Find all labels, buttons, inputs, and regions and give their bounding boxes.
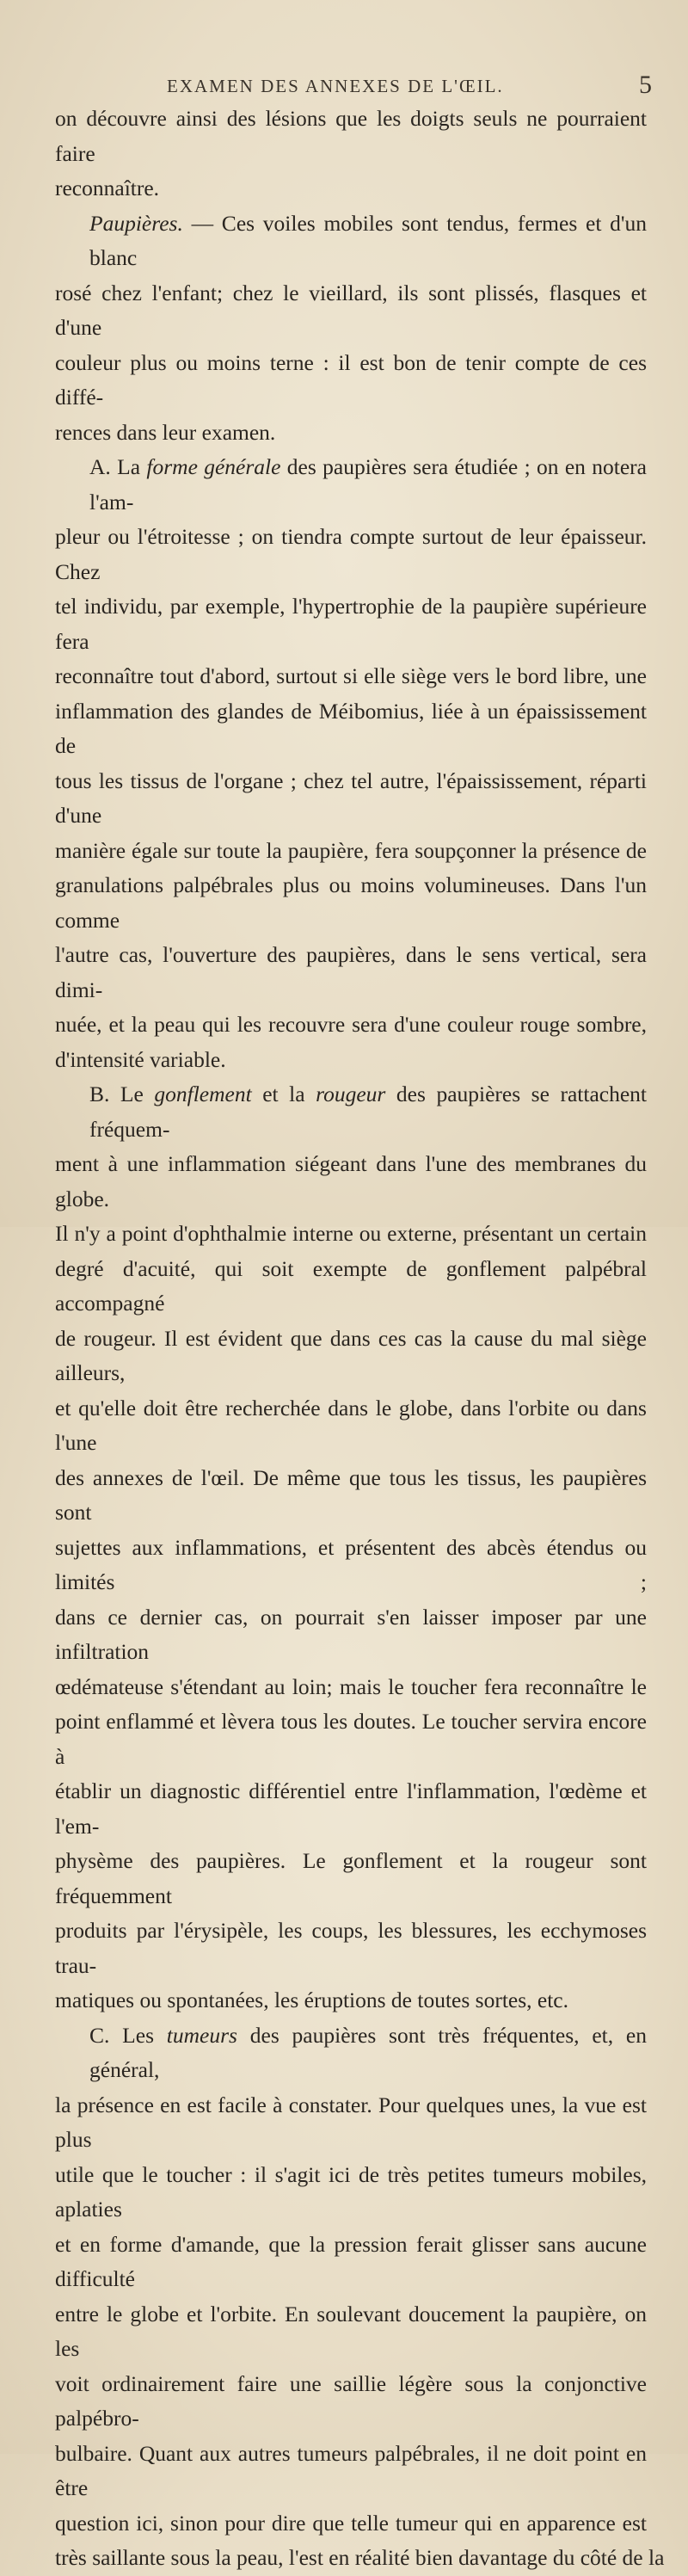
text-line: Il n'y a point d'ophthalmie interne ou externe, présentant un certain <box>55 1221 647 1246</box>
text-line: reconnaître. <box>55 176 160 200</box>
text-line: et qu'elle doit être recherchée dans le globe, dans l'orbite ou dans l'une <box>55 1395 647 1455</box>
text-line: point enflammé et lèvera tous les doutes. Le toucher servira encore à <box>55 1709 647 1769</box>
text-line: pleur ou l'étroitesse ; on tiendra compte surtout de leur épaisseur. Chez <box>55 524 647 584</box>
text-line: rosé chez l'enfant; chez le vieillard, ils sont plissés, flasques et d'une <box>55 280 647 340</box>
body-text <box>55 102 665 2576</box>
text-line: tel individu, par exemple, l'hypertrophie de la paupière supérieure fera <box>55 594 647 654</box>
page-number: 5 <box>639 71 654 99</box>
text-line: nuée, et la peau qui les recouvre sera d'une couleur rouge sombre, <box>55 1012 647 1037</box>
text-line: B. Le gonflement et la rougeur des paupières se rattachent fréquem- <box>89 1082 647 1142</box>
text-line: physème des paupières. Le gonflement et la rougeur sont fréquemment <box>55 1848 647 1908</box>
text-line: voit ordinairement faire une saillie légère sous la conjonctive palpébro- <box>55 2370 647 2431</box>
text-line: dans ce dernier cas, on pourrait s'en laisser imposer par une infiltration <box>55 1604 647 1664</box>
text-line: et en forme d'amande, que la pression ferait glisser sans aucune difficulté <box>55 2231 647 2291</box>
text-line: rences dans leur examen. <box>55 419 276 445</box>
text-line: reconnaître tout d'abord, surtout si elle siège vers le bord libre, une <box>55 663 647 688</box>
text-line: couleur plus ou moins terne : il est bon de tenir compte de ces diffé- <box>55 349 647 410</box>
text-line: ment à une inflammation siégeant dans l'une des membranes du globe. <box>55 1151 647 1211</box>
text-line: produits par l'érysipèle, les coups, les blessures, les ecchymoses trau- <box>55 1918 647 1978</box>
running-head <box>129 71 654 105</box>
text-line: l'autre cas, l'ouverture des paupières, dans le sens vertical, sera dimi- <box>55 942 647 1002</box>
text-line: des annexes de l'œil. De même que tous les tissus, les paupières sont <box>55 1464 647 1525</box>
text-line: Paupières. — Ces voiles mobiles sont tendus, fermes et d'un blanc <box>89 210 647 270</box>
text-line: la présence en est facile à constater. Pour quelques unes, la vue est plus <box>55 2092 647 2152</box>
text-line: très saillante sous la peau, l'est en réalité bien davantage du côté de la <box>55 2545 665 2570</box>
text-line: A. La forme générale des paupières sera étudiée ; on en notera l'am- <box>89 454 647 515</box>
text-line: de rougeur. Il est évident que dans ces cas la cause du mal siège ailleurs, <box>55 1325 647 1385</box>
text-line: utile que le toucher : il s'agit ici de très petites tumeurs mobiles, aplaties <box>55 2161 647 2222</box>
text-line: inflammation des glandes de Méibomius, liée à un épaississement de <box>55 698 647 758</box>
text-line: bulbaire. Quant aux autres tumeurs palpébrales, il ne doit point en être <box>55 2440 647 2500</box>
text-line: granulations palpébrales plus ou moins volumineuses. Dans l'un comme <box>55 872 647 933</box>
text-line: on découvre ainsi des lésions que les doigts seuls ne pourraient faire <box>55 106 647 166</box>
text-line: œdémateuse s'étendant au loin; mais le toucher fera reconnaître le <box>55 1673 647 1699</box>
text-line: manière égale sur toute la paupière, fera soupçonner la présence de <box>55 837 647 863</box>
text-line: degré d'acuité, qui soit exempte de gonflement palpébral accompagné <box>55 1255 647 1316</box>
text-line: C. Les tumeurs des paupières sont très fréquentes, et, en général, <box>89 2022 647 2082</box>
text-line: question ici, sinon pour dire que telle tumeur qui en apparence est <box>55 2510 647 2536</box>
running-head-title: EXAMEN DES ANNEXES DE L'ŒIL. <box>167 76 504 96</box>
text-line: d'intensité variable. <box>55 1046 226 1072</box>
text-line: matiques ou spontanées, les éruptions de toutes sortes, etc. <box>55 1987 568 2012</box>
text-line: tous les tissus de l'organe ; chez tel autre, l'épaississement, réparti d'une <box>55 767 647 828</box>
text-line: entre le globe et l'orbite. En soulevant doucement la paupière, on les <box>55 2301 647 2361</box>
text-line: établir un diagnostic différentiel entre l'inflammation, l'œdème et l'em- <box>55 1778 647 1839</box>
text-line: sujettes aux inflammations, et présentent des abcès étendus ou limités ; <box>55 1534 647 1594</box>
